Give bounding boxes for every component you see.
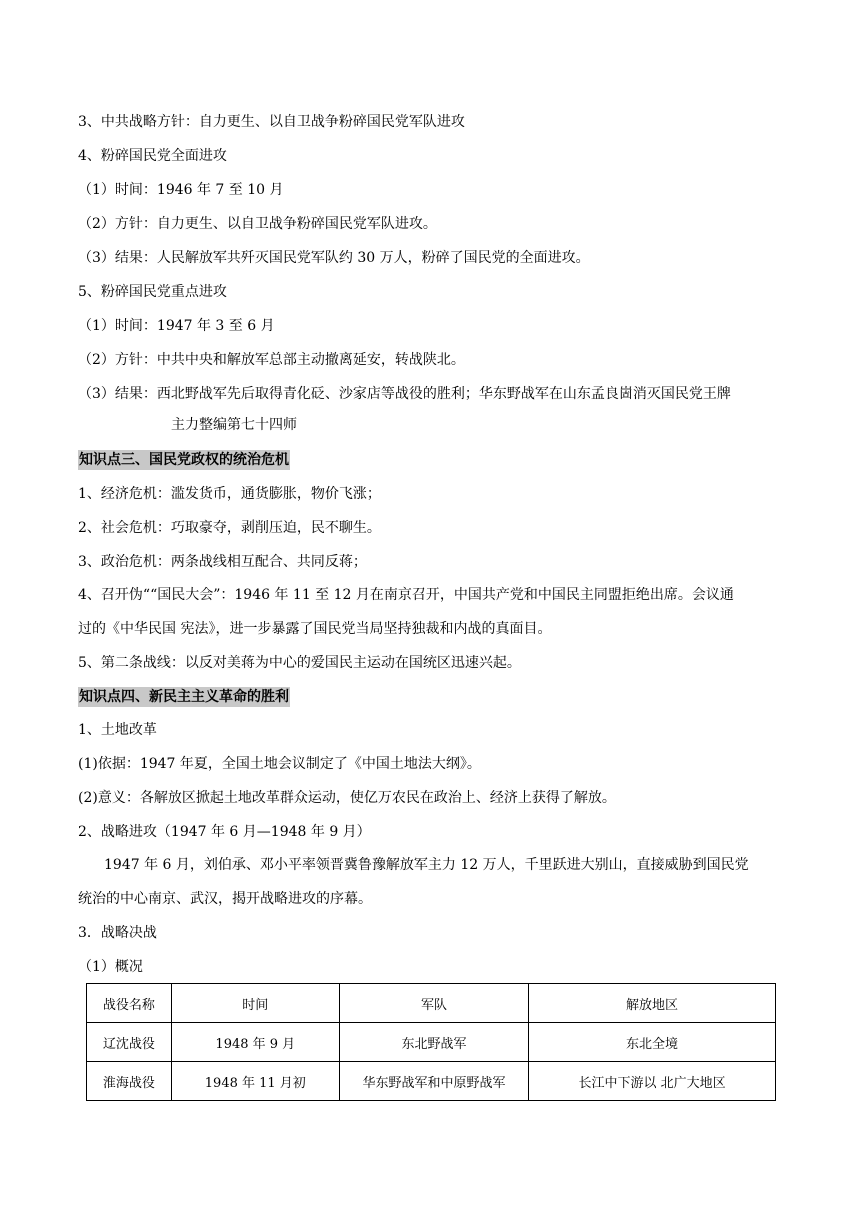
section-heading: 知识点三、国民党政权的统治危机	[79, 452, 289, 468]
table-row	[87, 1062, 776, 1101]
table-cell: 淮海战役	[87, 1062, 172, 1101]
text-line: (2)意义：各解放区掀起土地改革群众运动，使亿万农民在政治上、经济上获得了解放。	[78, 790, 616, 806]
text-line: （3）结果：西北野战军先后取得青化砭、沙家店等战役的胜利；华东野战军在山东孟良崮消灭国民党王牌	[78, 386, 731, 402]
table-header-cell: 军队	[339, 984, 528, 1023]
table-cell: 东北野战军	[339, 1023, 528, 1062]
battle-table	[86, 983, 776, 1101]
text-line: 1、土地改革	[78, 722, 157, 738]
table-header-row	[87, 984, 776, 1023]
text-line: 5、粉碎国民党重点进攻	[78, 284, 227, 300]
table-cell: 华东野战军和中原野战军	[339, 1062, 528, 1101]
text-line: 1、经济危机：滥发货币，通货膨胀，物价飞涨；	[78, 486, 381, 502]
text-line: （1）概况	[78, 959, 143, 975]
text-line: （2）方针：自力更生、以自卫战争粉碎国民党军队进攻。	[78, 216, 437, 232]
table-cell: 1948 年 11 月初	[171, 1062, 339, 1101]
text-line: （1）时间：1946 年 7 至 10 月	[78, 182, 284, 198]
text-line: 2、社会危机：巧取豪夺，剥削压迫，民不聊生。	[78, 520, 381, 536]
table-cell: 东北全境	[529, 1023, 776, 1062]
text-line: （1）时间：1947 年 3 至 6 月	[78, 318, 275, 334]
text-line: （2）方针：中共中央和解放军总部主动撤离延安，转战陕北。	[78, 352, 465, 368]
text-line: 过的《中华民国 宪法》，进一步暴露了国民党当局坚持独裁和内战的真面目。	[78, 621, 552, 637]
text-line: （3）结果：人民解放军共歼灭国民党军队约 30 万人，粉碎了国民党的全面进攻。	[78, 250, 590, 266]
text-line: 2、战略进攻（1947 年 6 月—1948 年 9 月）	[78, 824, 371, 840]
table-cell: 长江中下游以 北广大地区	[529, 1062, 776, 1101]
text-line: 3．战略决战	[78, 925, 157, 941]
text-line: 4、粉碎国民党全面进攻	[78, 148, 227, 164]
table-cell: 辽沈战役	[87, 1023, 172, 1062]
text-line: 3、中共战略方针：自力更生、以自卫战争粉碎国民党军队进攻	[78, 114, 465, 130]
text-line: 统治的中心南京、武汉，揭开战略进攻的序幕。	[78, 891, 372, 907]
table-header-cell: 解放地区	[529, 984, 776, 1023]
section-heading: 知识点四、新民主主义革命的胜利	[79, 689, 289, 705]
table-header-cell: 时间	[171, 984, 339, 1023]
text-line: 主力整编第七十四师	[171, 417, 297, 433]
text-line: 4、召开伪““国民大会”：1946 年 11 至 12 月在南京召开，中国共产党和中国民主同盟拒绝出席。会议通	[78, 587, 734, 603]
text-line: 3、政治危机：两条战线相互配合、共同反蒋；	[78, 554, 367, 570]
text-line: 1947 年 6 月，刘伯承、邓小平率领晋冀鲁豫解放军主力 12 万人，千里跃进大别山，直接威胁到国民党	[104, 857, 749, 873]
table-cell: 1948 年 9 月	[171, 1023, 339, 1062]
text-line: (1)依据：1947 年夏，全国土地会议制定了《中国土地法大纲》。	[78, 756, 481, 772]
table-row	[87, 1023, 776, 1062]
table-header-cell: 战役名称	[87, 984, 172, 1023]
text-line: 5、第二条战线：以反对美蒋为中心的爱国民主运动在国统区迅速兴起。	[78, 655, 521, 671]
